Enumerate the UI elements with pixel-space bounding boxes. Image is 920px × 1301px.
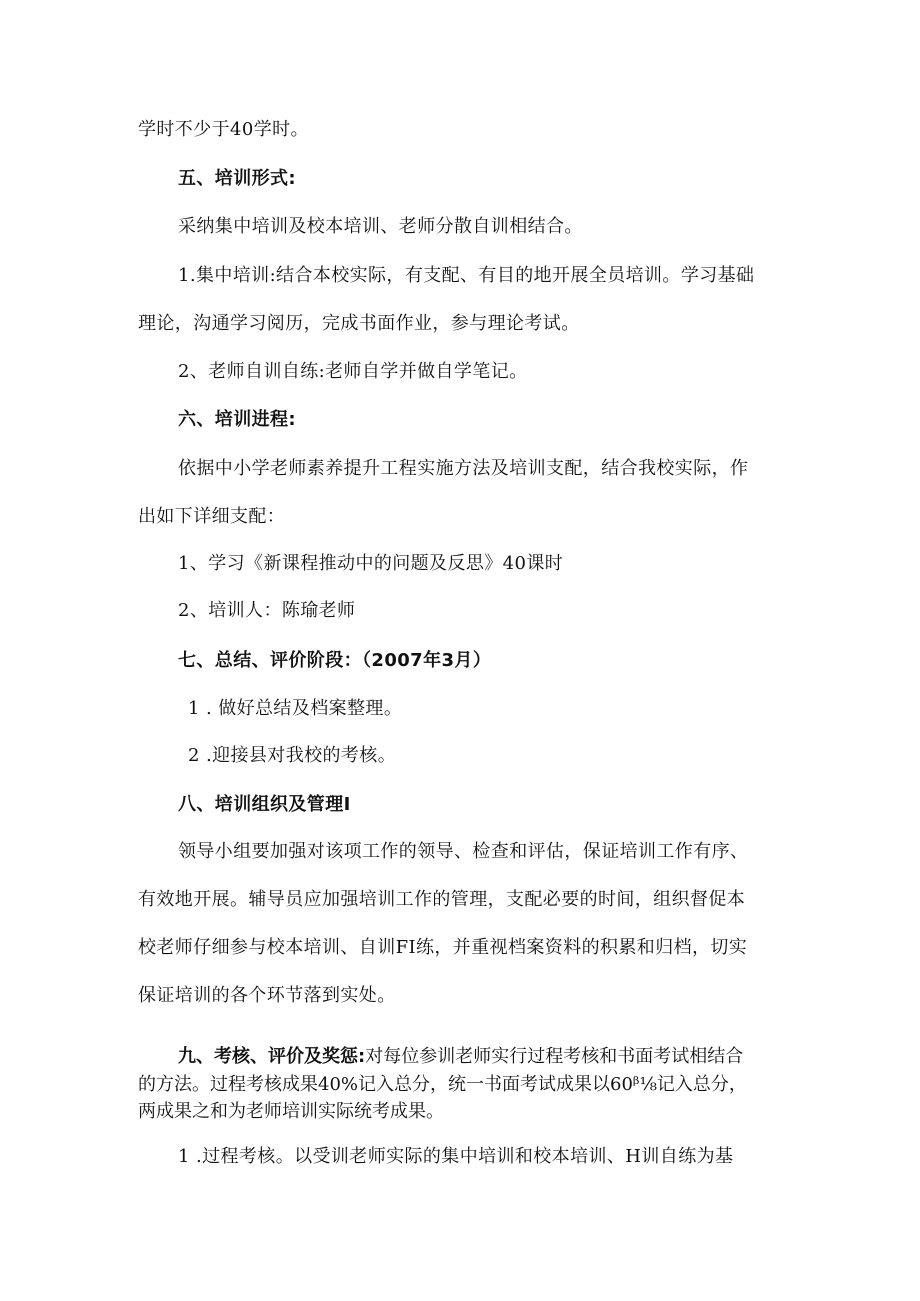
text-line: 两成果之和为老师培训实际统考成果。 [138,1101,444,1122]
text-line: 1、学习《新课程推动中的问题及反思》40课时 [178,553,564,574]
text-line: 有效地开展。辅导员应加强培训工作的管理，支配必要的时间，组织督促本 [138,889,746,910]
text-line: 依据中小学老师素养提升工程实施方法及培训支配，结合我校实际，作 [178,458,749,479]
list-item: 1 . 做好总结及档案整理。 [188,698,403,719]
text-line: 2、培训人：陈瑜老师 [178,600,356,621]
text-line: 采纳集中培训及校本培训、老师分散自训相结合。 [178,216,583,237]
section-heading: 七、总结、评价阶段：（2007年3月） [178,650,492,671]
list-item: 1 .过程考核。以受训老师实际的集中培训和校本培训、H训自练为基 [178,1146,734,1167]
text-line: 1.集中培训:结合本校实际，有支配、有目的地开展全员培训。学习基础 [178,265,755,286]
text-line: 校老师仔细参与校本培训、自训FI练，并重视档案资料的积累和归档，切实 [138,937,748,958]
text-line: 出如下详细支配： [138,506,286,527]
section-heading: 六、培训进程: [178,409,296,430]
text-line: 领导小组要加强对该项工作的领导、检查和评估，保证培训工作有序、 [178,841,749,862]
section-heading: 九、考核、评价及奖惩: [178,1046,366,1067]
text-line: 的方法。过程考核成果40%记入总分，统一书面考试成果以60ᵝ⅛记入总分， [138,1074,747,1095]
text-line: 理论，沟通学习阅历，完成书面作业，参与理论考试。 [138,313,580,334]
section-heading: 五、培训形式: [178,168,296,189]
text-line: 2、老师自训自练:老师自学并做自学笔记。 [178,361,528,382]
text-line: 对每位参训老师实行过程考核和书面考试相结合 [365,1046,744,1067]
text-line: 保证培训的各个环节落到实处。 [138,985,396,1006]
section-nine-paragraph [178,1044,743,1070]
section-heading: 八、培训组织及管理I [178,794,351,815]
text-line: 学时不少于40学时。 [138,119,309,140]
list-item: 2 .迎接县对我校的考核。 [188,745,397,766]
